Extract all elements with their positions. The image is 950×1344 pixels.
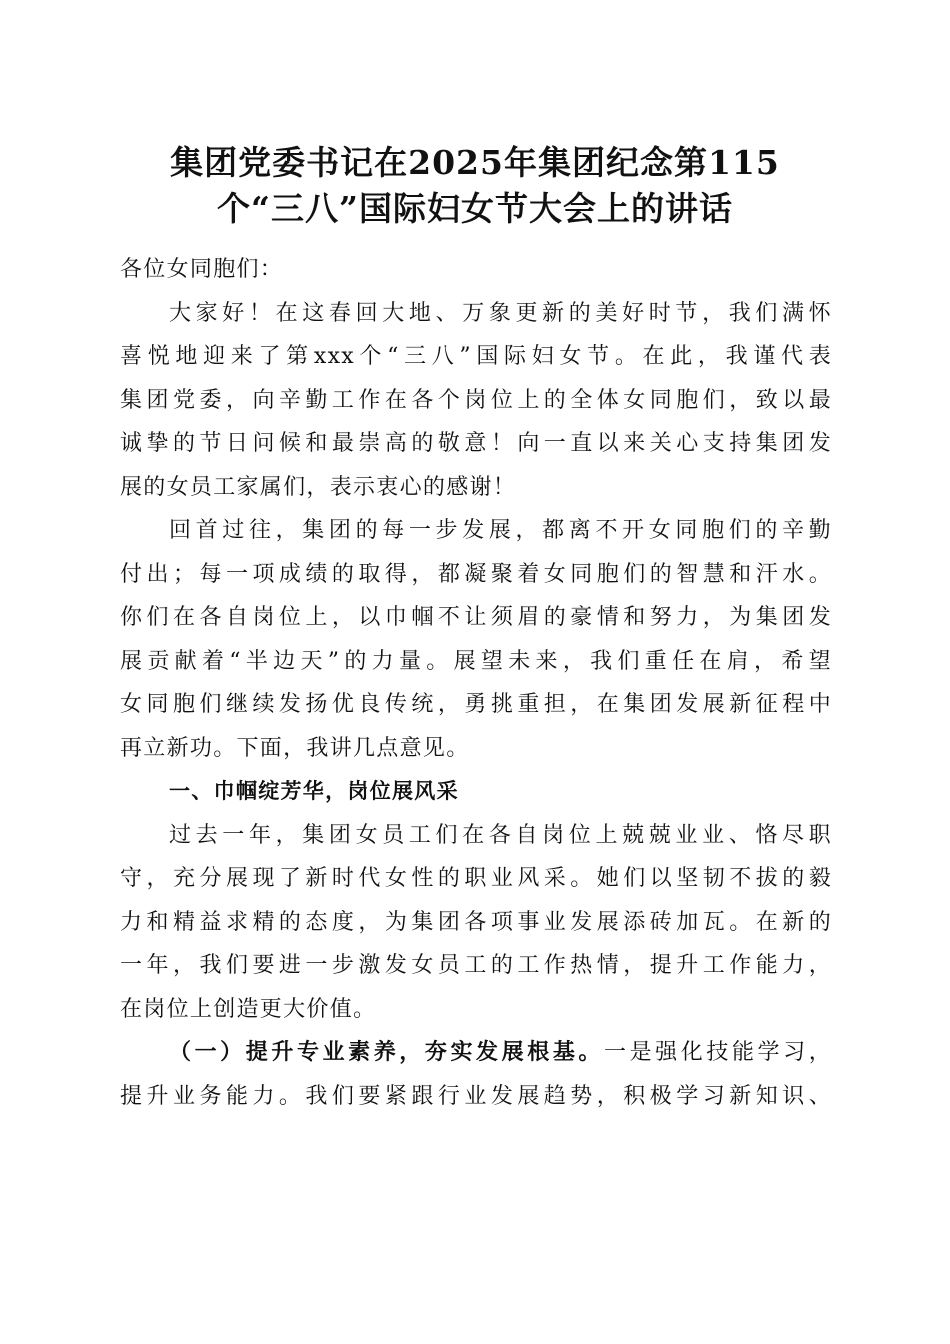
paragraph-line: 在岗位上创造更大价值。	[120, 996, 377, 1022]
paragraph-line: 提升业务能力。我们要紧跟行业发展趋势，积极学习新知识、	[120, 1083, 832, 1109]
paragraph-line: 喜悦地迎来了第xxx个“三八”国际妇女节。在此，我谨代表	[120, 344, 832, 369]
title-line: 集团党委书记在2025年集团纪念第115	[170, 143, 780, 182]
paragraph-line: 付出；每一项成绩的取得，都凝聚着女同胞们的智慧和汗水。	[120, 561, 832, 587]
section-heading: 一、巾帼绽芳华，岗位展风采	[169, 779, 459, 803]
paragraph-greeting	[120, 292, 832, 510]
subsection-heading: （一）提升专业素养，夯实发展根基。	[169, 1039, 604, 1065]
salutation: 各位女同胞们：	[120, 257, 284, 282]
document-title	[120, 140, 830, 232]
paragraph-line: 大家好！在这春回大地、万象更新的美好时节，我们满怀	[169, 300, 832, 326]
title-line: 个“三八”国际妇女节大会上的讲话	[217, 189, 733, 228]
paragraph-line: 一年，我们要进一步激发女员工的工作热情，提升工作能力，	[120, 953, 832, 978]
paragraph-line: 你们在各自岗位上，以巾帼不让须眉的豪情和努力，为集团发	[120, 605, 832, 630]
paragraph-line: 再立新功。下面，我讲几点意见。	[120, 735, 470, 761]
paragraph-line: 展贡献着“半边天”的力量。展望未来，我们重任在肩，希望	[120, 648, 832, 674]
paragraph-line: 集团党委，向辛勤工作在各个岗位上的全体女同胞们，致以最	[120, 387, 832, 413]
document-body	[120, 248, 832, 1118]
paragraph-line: 展的女员工家属们，表示衷心的感谢！	[120, 474, 517, 500]
paragraph-line: 守，充分展现了新时代女性的职业风采。她们以坚韧不拔的毅	[120, 866, 832, 891]
paragraph-line: 女同胞们继续发扬优良传统，勇挑重担，在集团发展新征程中	[120, 692, 832, 717]
paragraph-line: 过去一年，集团女员工们在各自岗位上兢兢业业、恪尽职	[169, 822, 832, 848]
paragraph-line: 回首过往，集团的每一步发展，都离不开女同胞们的辛勤	[169, 518, 832, 543]
paragraph-review	[120, 509, 832, 770]
paragraph-section-1	[120, 814, 832, 1032]
subsection-text: 一是强化技能学习，	[604, 1040, 833, 1065]
paragraph-line: 诚挚的节日问候和最崇高的敬意！向一直以来关心支持集团发	[120, 431, 832, 456]
paragraph-line: 力和精益求精的态度，为集团各项事业发展添砖加瓦。在新的	[120, 909, 832, 935]
paragraph-subsection-1	[120, 1031, 832, 1118]
paragraph-line	[120, 1031, 832, 1075]
